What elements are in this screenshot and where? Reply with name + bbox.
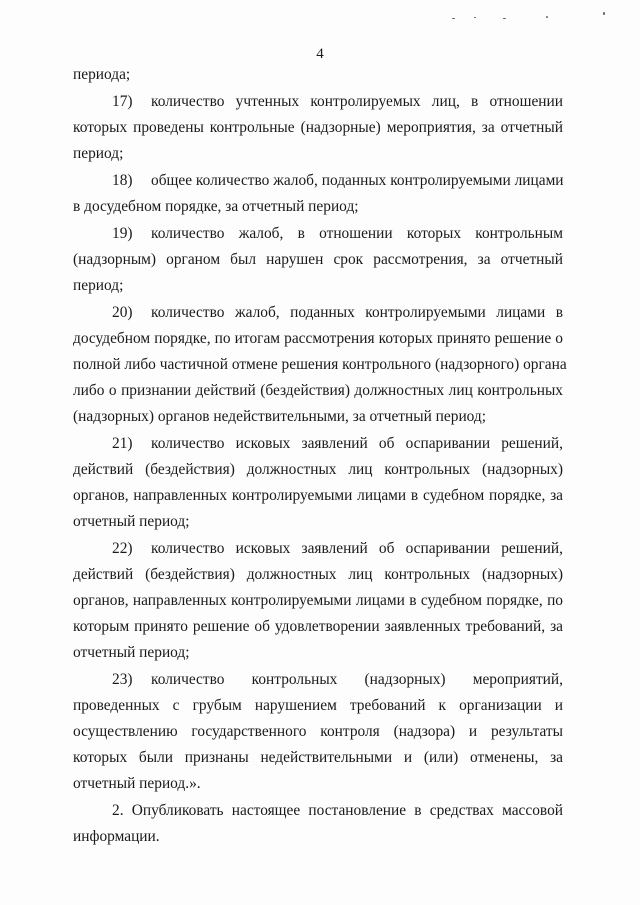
text-line: проведенных с грубым нарушением требований к организации и <box>73 697 563 714</box>
item-number: 17) <box>112 93 133 110</box>
item-number: 21) <box>112 435 133 452</box>
text-line: осуществлению государственного контроля (надзора) и результаты <box>73 723 563 740</box>
item-first-line: количество учтенных контролируемых лиц, в отношении <box>151 93 563 110</box>
text-line: действий (бездействия) должностных лиц контрольных (надзорных) <box>73 461 563 478</box>
text-line: которых были признаны недействительными и (или) отменены, за <box>73 749 563 766</box>
text-line: (надзорных) органов недействительными, за отчетный период; <box>73 408 487 425</box>
text-line: периода; <box>73 66 131 83</box>
item-first-line: количество контрольных (надзорных) мероприятий, <box>151 671 563 688</box>
paragraph-first-line: 2. Опубликовать настоящее постановление в средствах массовой <box>112 802 563 819</box>
item-number: 22) <box>112 540 133 557</box>
text-line: органов, направленных контролируемыми лицами в судебном порядке, за <box>73 487 563 504</box>
text-line: (надзорным) органом был нарушен срок рассмотрения, за отчетный <box>73 251 563 268</box>
text-line: информации. <box>73 828 160 845</box>
text-line: действий (бездействия) должностных лиц контрольных (надзорных) <box>73 566 563 583</box>
item-first-line: количество жалоб, поданных контролируемыми лицами в <box>151 304 563 321</box>
item-first-line: количество исковых заявлений об оспаривании решений, <box>151 540 563 557</box>
text-line: отчетный период; <box>73 513 190 530</box>
scan-speck <box>452 18 455 19</box>
item-first-line: количество исковых заявлений об оспаривании решений, <box>151 435 563 452</box>
scan-speck <box>503 18 506 19</box>
item-number: 18) <box>112 172 133 189</box>
text-line: которых проведены контрольные (надзорные) мероприятия, за отчетный <box>73 119 563 136</box>
scan-speck <box>474 17 476 18</box>
item-number: 19) <box>112 225 133 242</box>
text-line: либо о признании действий (бездействия) должностных лиц контрольных <box>73 382 563 399</box>
text-line: отчетный период.». <box>73 775 201 792</box>
item-number: 20) <box>112 304 133 321</box>
scan-speck <box>603 12 605 15</box>
text-line: отчетный период; <box>73 644 190 661</box>
text-line: полной либо частичной отмене решения контрольного (надзорного) органа <box>73 356 567 373</box>
item-number: 23) <box>112 671 133 688</box>
text-line: период; <box>73 145 124 162</box>
scan-speck <box>546 16 548 18</box>
item-first-line: количество жалоб, в отношении которых контрольным <box>151 225 563 242</box>
item-first-line: общее количество жалоб, поданных контролируемыми лицами <box>151 172 564 189</box>
text-line: в досудебном порядке, за отчетный период; <box>73 198 359 215</box>
text-line: период; <box>73 277 124 294</box>
page-number: 4 <box>316 46 324 62</box>
text-line: которым принято решение об удовлетворении заявленных требований, за <box>73 618 563 635</box>
text-line: органов, направленных контролируемыми лицами в судебном порядке, по <box>73 592 563 609</box>
text-line: досудебном порядке, по итогам рассмотрения которых принято решение о <box>73 330 563 347</box>
